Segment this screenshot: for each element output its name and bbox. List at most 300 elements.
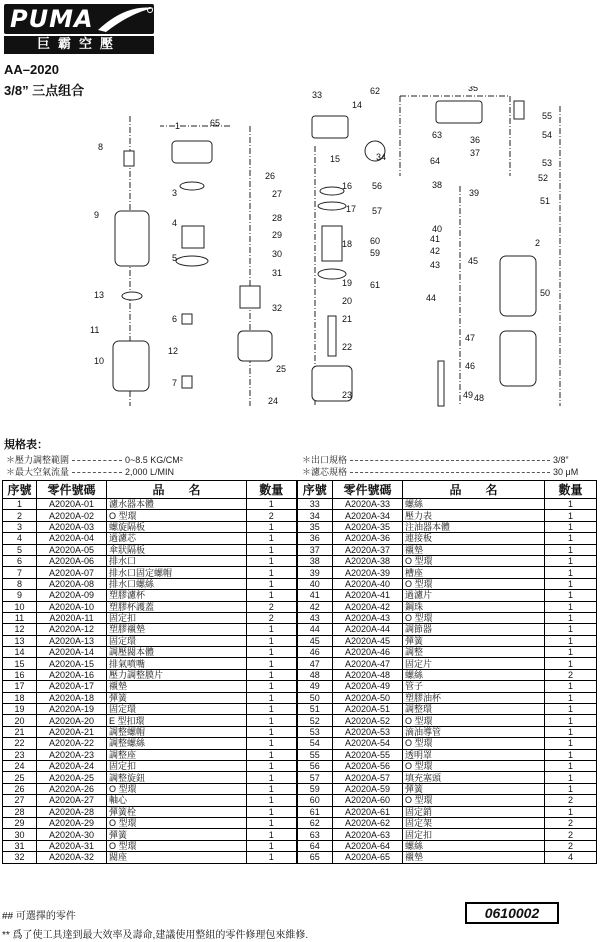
callout-label: 32 [272, 303, 283, 313]
row-part-no: A2020A-45 [333, 635, 403, 646]
callout-label: 5 [172, 253, 178, 263]
row-seq: 61 [297, 806, 333, 817]
row-seq: 39 [297, 567, 333, 578]
row-part-no: A2020A-27 [37, 795, 107, 806]
callout-label: 49 [463, 390, 474, 400]
row-part-no: A2020A-59 [333, 783, 403, 794]
umbrella-shape [176, 256, 208, 266]
callout-label: 12 [168, 346, 179, 356]
callout-label: 38 [432, 180, 443, 190]
table-row [3, 795, 597, 806]
drain-nut-shape [182, 376, 192, 388]
table-header-row [3, 481, 597, 499]
table-row [3, 783, 597, 794]
header-part-no: 零件號碼 [333, 481, 403, 499]
row-qty: 1 [545, 726, 597, 737]
row-name: 排氣噴嘴 [107, 658, 247, 669]
row-qty: 1 [545, 555, 597, 566]
row-part-no: A2020A-13 [37, 635, 107, 646]
row-name: 閥座 [107, 852, 247, 863]
row-part-no: A2020A-16 [37, 669, 107, 680]
spec-value: 30 μM [553, 467, 579, 477]
callout-label: 19 [342, 278, 353, 288]
row-part-no: A2020A-60 [333, 795, 403, 806]
row-part-no: A2020A-26 [37, 783, 107, 794]
header-seq: 序號 [297, 481, 333, 499]
row-seq: 23 [3, 749, 37, 760]
row-part-no: A2020A-53 [333, 726, 403, 737]
row-name: 排水口固定螺帽 [107, 567, 247, 578]
row-qty: 2 [545, 795, 597, 806]
row-seq: 17 [3, 681, 37, 692]
row-name: 過濾芯 [107, 533, 247, 544]
row-part-no: A2020A-42 [333, 601, 403, 612]
row-seq: 8 [3, 578, 37, 589]
row-seq: 18 [3, 692, 37, 703]
row-name: 固定片 [403, 658, 545, 669]
row-part-no: A2020A-05 [37, 544, 107, 555]
row-part-no: A2020A-34 [333, 510, 403, 521]
row-seq: 50 [297, 692, 333, 703]
row-name: 連接板 [403, 533, 545, 544]
filter-body-shape [172, 141, 212, 163]
row-name: 螺旋隔板 [107, 521, 247, 532]
callout-label: 18 [342, 239, 353, 249]
row-name: 彈簧 [403, 783, 545, 794]
header-name: 品 名 [107, 481, 247, 499]
row-part-no: A2020A-36 [333, 533, 403, 544]
row-qty: 1 [247, 783, 297, 794]
row-name: 槽座 [403, 567, 545, 578]
row-seq: 60 [297, 795, 333, 806]
table-row [3, 555, 597, 566]
callout-label: 47 [465, 333, 476, 343]
row-name: 調節器 [403, 624, 545, 635]
row-seq: 25 [3, 772, 37, 783]
row-seq: 21 [3, 726, 37, 737]
row-name: 固定扣 [403, 829, 545, 840]
valve-seat-shape [240, 286, 260, 308]
callout-label: 17 [346, 204, 357, 214]
row-seq: 53 [297, 726, 333, 737]
table-row [3, 521, 597, 532]
row-qty: 1 [545, 715, 597, 726]
row-name: 塑膠濾杯 [107, 590, 247, 601]
row-seq: 40 [297, 578, 333, 589]
row-seq: 19 [3, 704, 37, 715]
row-qty: 1 [247, 555, 297, 566]
header-qty: 數量 [247, 481, 297, 499]
row-seq: 26 [3, 783, 37, 794]
row-seq: 41 [297, 590, 333, 601]
row-part-no: A2020A-63 [333, 829, 403, 840]
row-qty: 1 [545, 738, 597, 749]
callout-label: 65 [210, 118, 221, 128]
table-row [3, 817, 597, 828]
row-qty: 1 [247, 772, 297, 783]
row-part-no: A2020A-11 [37, 612, 107, 623]
row-seq: 62 [297, 817, 333, 828]
row-name: 塑膠襯墊 [107, 624, 247, 635]
callout-label: 63 [432, 130, 443, 140]
row-part-no: A2020A-41 [333, 590, 403, 601]
row-part-no: A2020A-62 [333, 817, 403, 828]
table-row [3, 704, 597, 715]
row-seq: 59 [297, 783, 333, 794]
row-part-no: A2020A-15 [37, 658, 107, 669]
row-qty: 1 [545, 533, 597, 544]
row-part-no: A2020A-09 [37, 590, 107, 601]
callout-label: 39 [469, 188, 480, 198]
row-name: O 型環 [403, 612, 545, 623]
brand-subtitle: 巨霸空壓 [4, 36, 154, 54]
document-code: 0610002 [465, 902, 559, 924]
row-qty: 1 [545, 681, 597, 692]
row-part-no: A2020A-23 [37, 749, 107, 760]
row-name: O 型環 [403, 760, 545, 771]
row-seq: 32 [3, 852, 37, 863]
row-name: O 型環 [403, 795, 545, 806]
row-qty: 2 [545, 829, 597, 840]
row-seq: 64 [297, 840, 333, 851]
row-qty: 1 [545, 772, 597, 783]
row-name: 調整旋鈕 [107, 772, 247, 783]
row-part-no: A2020A-08 [37, 578, 107, 589]
row-part-no: A2020A-50 [333, 692, 403, 703]
row-qty: 1 [247, 669, 297, 680]
tube-shape [438, 361, 444, 406]
row-qty: 1 [545, 806, 597, 817]
row-seq: 7 [3, 567, 37, 578]
table-row [3, 806, 597, 817]
swoosh-icon [96, 2, 156, 36]
row-seq: 35 [297, 521, 333, 532]
row-seq: 38 [297, 555, 333, 566]
row-qty: 1 [247, 567, 297, 578]
row-qty: 1 [247, 658, 297, 669]
header-qty: 數量 [545, 481, 597, 499]
row-name: O 型環 [107, 783, 247, 794]
row-qty: 1 [247, 635, 297, 646]
row-qty: 1 [247, 715, 297, 726]
row-name: 塑膠油杯 [403, 692, 545, 703]
callout-label: 33 [312, 90, 323, 100]
row-name: 管子 [403, 681, 545, 692]
brand-name: PUMA [10, 5, 94, 33]
header-name: 品 名 [403, 481, 545, 499]
table-row [3, 624, 597, 635]
callout-label: 4 [172, 218, 178, 228]
row-name: O 型環 [107, 510, 247, 521]
callout-label: 13 [94, 290, 105, 300]
header-seq: 序號 [3, 481, 37, 499]
callout-label: 50 [540, 288, 551, 298]
lubricator-body-shape [436, 101, 482, 123]
table-row [3, 829, 597, 840]
parts-table [2, 480, 597, 864]
callout-label: 6 [172, 314, 178, 324]
callout-label: 44 [426, 293, 437, 303]
row-part-no: A2020A-25 [37, 772, 107, 783]
row-qty: 1 [247, 749, 297, 760]
callout-label: 28 [272, 213, 283, 223]
spec-label: ＊最大空氣流量 [6, 467, 70, 477]
row-seq: 63 [297, 829, 333, 840]
row-seq: 37 [297, 544, 333, 555]
callout-label: 52 [538, 173, 549, 183]
row-part-no: A2020A-04 [37, 533, 107, 544]
baffle-shape [180, 182, 204, 190]
callout-label: 7 [172, 378, 178, 388]
row-name: 濾水器本體 [107, 499, 247, 510]
spring-shape [322, 226, 342, 261]
row-part-no: A2020A-61 [333, 806, 403, 817]
callout-label: 36 [470, 135, 481, 145]
row-name: 調整螺帽 [107, 726, 247, 737]
callout-label: 15 [330, 154, 341, 164]
row-part-no: A2020A-22 [37, 738, 107, 749]
model-number: AA–2020 [4, 62, 59, 77]
table-row [3, 715, 597, 726]
row-seq: 29 [3, 817, 37, 828]
row-seq: 3 [3, 521, 37, 532]
row-name: 壓力調整膜片 [107, 669, 247, 680]
row-part-no: A2020A-57 [333, 772, 403, 783]
regulator-body-shape [312, 116, 348, 138]
table-row [3, 499, 597, 510]
row-qty: 1 [247, 738, 297, 749]
row-part-no: A2020A-54 [333, 738, 403, 749]
row-seq: 1 [3, 499, 37, 510]
repair-kit-note: ** 爲了使工具達到最大效率及壽命,建議使用整組的零件修理包來維修. [2, 930, 309, 941]
spec-value: 3/8” [553, 455, 569, 465]
callout-label: 3 [172, 188, 178, 198]
row-seq: 45 [297, 635, 333, 646]
table-row [3, 772, 597, 783]
row-seq: 43 [297, 612, 333, 623]
row-part-no: A2020A-31 [37, 840, 107, 851]
row-name: 固定扣 [107, 612, 247, 623]
table-row [3, 852, 597, 863]
row-seq: 11 [3, 612, 37, 623]
row-part-no: A2020A-40 [333, 578, 403, 589]
spec-value: 0~8.5 KG/CM² [125, 455, 183, 465]
row-seq: 28 [3, 806, 37, 817]
row-name: 調整環 [403, 704, 545, 715]
row-qty: 1 [247, 590, 297, 601]
ring-shape [122, 292, 142, 300]
bowl-guard-shape [113, 341, 149, 391]
row-qty: 1 [247, 544, 297, 555]
row-name: 塑膠杯護蓋 [107, 601, 247, 612]
row-part-no: A2020A-18 [37, 692, 107, 703]
row-seq: 36 [297, 533, 333, 544]
row-part-no: A2020A-46 [333, 647, 403, 658]
row-seq: 44 [297, 624, 333, 635]
row-part-no: A2020A-44 [333, 624, 403, 635]
callout-label: 45 [468, 256, 479, 266]
row-qty: 2 [247, 510, 297, 521]
row-part-no: A2020A-06 [37, 555, 107, 566]
row-qty: 1 [247, 795, 297, 806]
row-name: 固定架 [403, 817, 545, 828]
row-qty: 1 [545, 647, 597, 658]
spec-label: ＊壓力調整範圍 [6, 455, 70, 465]
callout-label: 40 [432, 224, 443, 234]
table-row [3, 510, 597, 521]
row-part-no: A2020A-24 [37, 760, 107, 771]
row-qty: 1 [545, 635, 597, 646]
row-name: 彈簧栓 [107, 806, 247, 817]
callout-label: 1 [175, 121, 181, 131]
callout-label: 51 [540, 196, 551, 206]
callout-label: 26 [265, 171, 276, 181]
row-name: E 型扣環 [107, 715, 247, 726]
table-row [3, 635, 597, 646]
row-seq: 2 [3, 510, 37, 521]
row-qty: 1 [247, 692, 297, 703]
table-row [3, 612, 597, 623]
row-part-no: A2020A-55 [333, 749, 403, 760]
row-name: 傘狀隔板 [107, 544, 247, 555]
callout-label: 35 [468, 86, 479, 93]
row-name: 調整螺絲 [107, 738, 247, 749]
row-part-no: A2020A-64 [333, 840, 403, 851]
row-name: 填充塞頭 [403, 772, 545, 783]
callout-label: 55 [542, 111, 553, 121]
row-part-no: A2020A-30 [37, 829, 107, 840]
callout-label: 64 [430, 156, 441, 166]
callout-label: 43 [430, 260, 441, 270]
row-qty: 1 [545, 544, 597, 555]
row-qty: 1 [545, 601, 597, 612]
callout-label: 53 [542, 158, 553, 168]
callout-label: 22 [342, 342, 353, 352]
row-seq: 42 [297, 601, 333, 612]
row-part-no: A2020A-65 [333, 852, 403, 863]
row-part-no: A2020A-48 [333, 669, 403, 680]
row-name: 透明罩 [403, 749, 545, 760]
row-qty: 1 [545, 510, 597, 521]
callout-label: 16 [342, 181, 353, 191]
row-qty: 1 [545, 658, 597, 669]
row-part-no: A2020A-32 [37, 852, 107, 863]
drain-screw-shape [124, 151, 134, 166]
row-qty: 2 [247, 612, 297, 623]
row-part-no: A2020A-56 [333, 760, 403, 771]
callout-label: 25 [276, 364, 287, 374]
row-name: O 型環 [107, 817, 247, 828]
brand-logo [4, 4, 164, 52]
row-name: 襯墊 [403, 852, 545, 863]
table-row [3, 760, 597, 771]
row-seq: 55 [297, 749, 333, 760]
row-part-no: A2020A-19 [37, 704, 107, 715]
row-qty: 1 [247, 578, 297, 589]
callout-label: 23 [342, 390, 353, 400]
row-part-no: A2020A-33 [333, 499, 403, 510]
exploded-parts-diagram [80, 86, 600, 412]
row-qty: 1 [247, 829, 297, 840]
row-name: 調整 [403, 647, 545, 658]
row-seq: 14 [3, 647, 37, 658]
callout-label: 21 [342, 314, 353, 324]
callout-label: 8 [98, 142, 104, 152]
row-part-no: A2020A-52 [333, 715, 403, 726]
row-part-no: A2020A-49 [333, 681, 403, 692]
callout-label: 57 [372, 206, 383, 216]
bowl-shape [115, 211, 149, 266]
spec-value: 2,000 L/MIN [125, 467, 175, 477]
drain-shape [182, 314, 192, 324]
row-part-no: A2020A-43 [333, 612, 403, 623]
callout-label: 59 [370, 248, 381, 258]
row-seq: 22 [3, 738, 37, 749]
row-name: 彈簧 [107, 692, 247, 703]
row-qty: 1 [545, 521, 597, 532]
callout-label: 62 [370, 86, 381, 96]
row-name: O 型環 [403, 578, 545, 589]
callout-label: 24 [268, 396, 279, 406]
table-row [3, 533, 597, 544]
row-qty: 1 [247, 624, 297, 635]
table-row [3, 840, 597, 851]
row-qty: 1 [247, 681, 297, 692]
row-name: 調壓閥本體 [107, 647, 247, 658]
row-name: 固定環 [107, 635, 247, 646]
row-seq: 52 [297, 715, 333, 726]
row-qty: 1 [247, 840, 297, 851]
row-part-no: A2020A-47 [333, 658, 403, 669]
row-seq: 20 [3, 715, 37, 726]
row-seq: 24 [3, 760, 37, 771]
row-name: 彈簧 [107, 829, 247, 840]
callout-label: 29 [272, 230, 283, 240]
row-qty: 1 [545, 749, 597, 760]
row-seq: 30 [3, 829, 37, 840]
row-name: 襯墊 [403, 544, 545, 555]
callout-label: 37 [470, 148, 481, 158]
diaphragm-shape [320, 187, 344, 195]
row-name: 螺絲 [403, 669, 545, 680]
row-qty: 1 [247, 647, 297, 658]
table-row [3, 578, 597, 589]
row-seq: 47 [297, 658, 333, 669]
adjust-screw-shape [328, 316, 336, 356]
row-qty: 1 [545, 624, 597, 635]
row-qty: 1 [247, 852, 297, 863]
table-row [3, 692, 597, 703]
row-part-no: A2020A-02 [37, 510, 107, 521]
row-name: O 型環 [403, 555, 545, 566]
row-qty: 1 [247, 760, 297, 771]
callout-label: 56 [372, 181, 383, 191]
row-qty: 1 [247, 726, 297, 737]
row-qty: 1 [247, 533, 297, 544]
row-name: 注油器本體 [403, 521, 545, 532]
callout-label: 46 [465, 361, 476, 371]
row-seq: 9 [3, 590, 37, 601]
row-seq: 48 [297, 669, 333, 680]
row-name: O 型環 [403, 715, 545, 726]
callout-label: 60 [370, 236, 381, 246]
row-qty: 2 [545, 817, 597, 828]
row-qty: 1 [545, 499, 597, 510]
row-part-no: A2020A-38 [333, 555, 403, 566]
table-row [3, 658, 597, 669]
row-seq: 5 [3, 544, 37, 555]
spec-filter [302, 465, 578, 478]
